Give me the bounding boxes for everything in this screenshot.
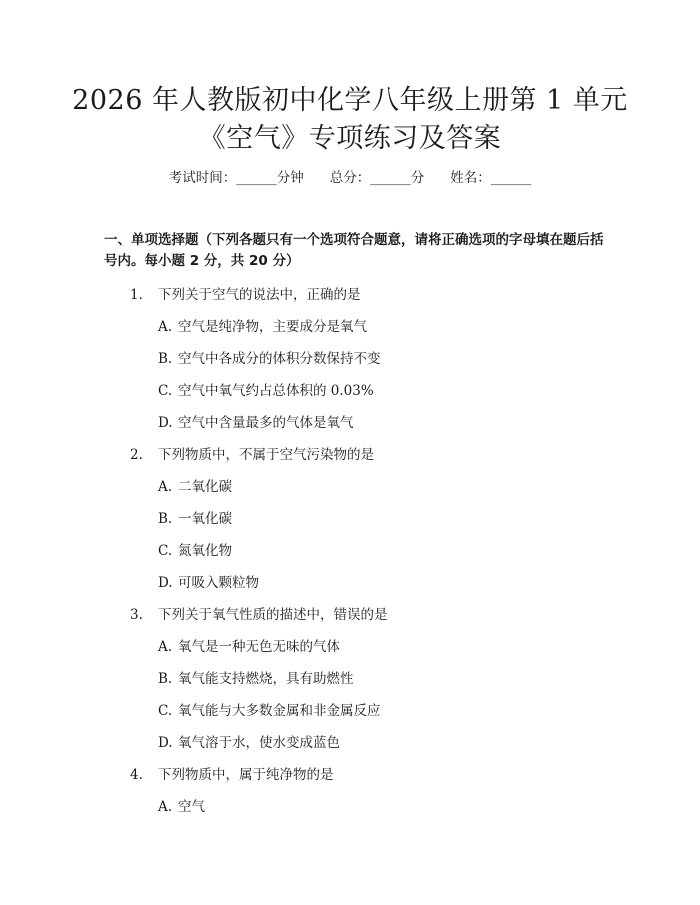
option-text: 可吸入颗粒物 bbox=[178, 575, 259, 591]
option-letter: B. bbox=[158, 351, 173, 367]
question-number: 3. bbox=[130, 607, 143, 623]
option-1-b bbox=[158, 350, 381, 368]
option-text: 空气 bbox=[178, 799, 205, 815]
option-letter: D. bbox=[158, 415, 173, 431]
option-1-c bbox=[158, 382, 374, 400]
option-text: 氧气能与大多数金属和非金属反应 bbox=[178, 703, 381, 719]
option-letter: C. bbox=[158, 543, 173, 559]
option-3-c bbox=[158, 702, 381, 720]
option-letter: A. bbox=[158, 479, 173, 495]
option-text: 空气中各成分的体积分数保持不变 bbox=[178, 351, 381, 367]
option-letter: D. bbox=[158, 575, 173, 591]
option-3-b bbox=[158, 670, 354, 688]
option-3-d bbox=[158, 734, 340, 752]
option-letter: B. bbox=[158, 671, 173, 687]
option-text: 空气是纯净物，主要成分是氧气 bbox=[178, 319, 367, 335]
question-number: 2. bbox=[130, 447, 143, 463]
total-score-field: 总分：______分 bbox=[329, 170, 425, 186]
option-letter: A. bbox=[158, 639, 173, 655]
section-header: 一、单项选择题（下列各题只有一个选项符合题意，请将正确选项的字母填在题后括号内。每小题 2 分，共 20 分） bbox=[104, 232, 604, 269]
question-text: 下列物质中，属于纯净物的是 bbox=[158, 767, 334, 783]
option-1-a bbox=[158, 318, 367, 336]
question-text: 下列物质中，不属于空气污染物的是 bbox=[158, 447, 374, 463]
option-text: 氧气能支持燃烧，具有助燃性 bbox=[178, 671, 354, 687]
option-text: 空气中氧气约占总体积的 0.03% bbox=[178, 383, 374, 399]
option-letter: B. bbox=[158, 511, 173, 527]
student-name-field: 姓名：______ bbox=[450, 170, 532, 186]
option-letter: A. bbox=[158, 799, 173, 815]
question-number: 1. bbox=[130, 287, 143, 303]
option-2-b bbox=[158, 510, 232, 528]
page-title-line-2: 《空气》专项练习及答案 bbox=[198, 123, 502, 154]
option-2-d bbox=[158, 574, 259, 592]
question-text: 下列关于氧气性质的描述中，错误的是 bbox=[158, 607, 388, 623]
option-2-a bbox=[158, 478, 232, 496]
option-text: 氧气溶于水，使水变成蓝色 bbox=[178, 735, 340, 751]
option-text: 氧气是一种无色无味的气体 bbox=[178, 639, 340, 655]
option-text: 二氧化碳 bbox=[178, 479, 232, 495]
question-3 bbox=[130, 606, 388, 624]
question-1 bbox=[130, 286, 361, 304]
option-text: 氮氧化物 bbox=[178, 543, 232, 559]
option-letter: C. bbox=[158, 703, 173, 719]
question-number: 4. bbox=[130, 767, 143, 783]
option-1-d bbox=[158, 414, 354, 432]
option-text: 空气中含量最多的气体是氧气 bbox=[178, 415, 354, 431]
question-2 bbox=[130, 446, 374, 464]
option-2-c bbox=[158, 542, 232, 560]
exam-time-field: 考试时间：______分钟 bbox=[168, 170, 304, 186]
option-text: 一氧化碳 bbox=[178, 511, 232, 527]
option-letter: C. bbox=[158, 383, 173, 399]
question-text: 下列关于空气的说法中，正确的是 bbox=[158, 287, 361, 303]
option-letter: A. bbox=[158, 319, 173, 335]
option-letter: D. bbox=[158, 735, 173, 751]
option-4-a bbox=[158, 798, 205, 816]
question-4 bbox=[130, 766, 334, 784]
exam-meta bbox=[0, 169, 700, 187]
page-title-line-1: 2026 年人教版初中化学八年级上册第 1 单元 bbox=[72, 85, 628, 116]
option-3-a bbox=[158, 638, 340, 656]
